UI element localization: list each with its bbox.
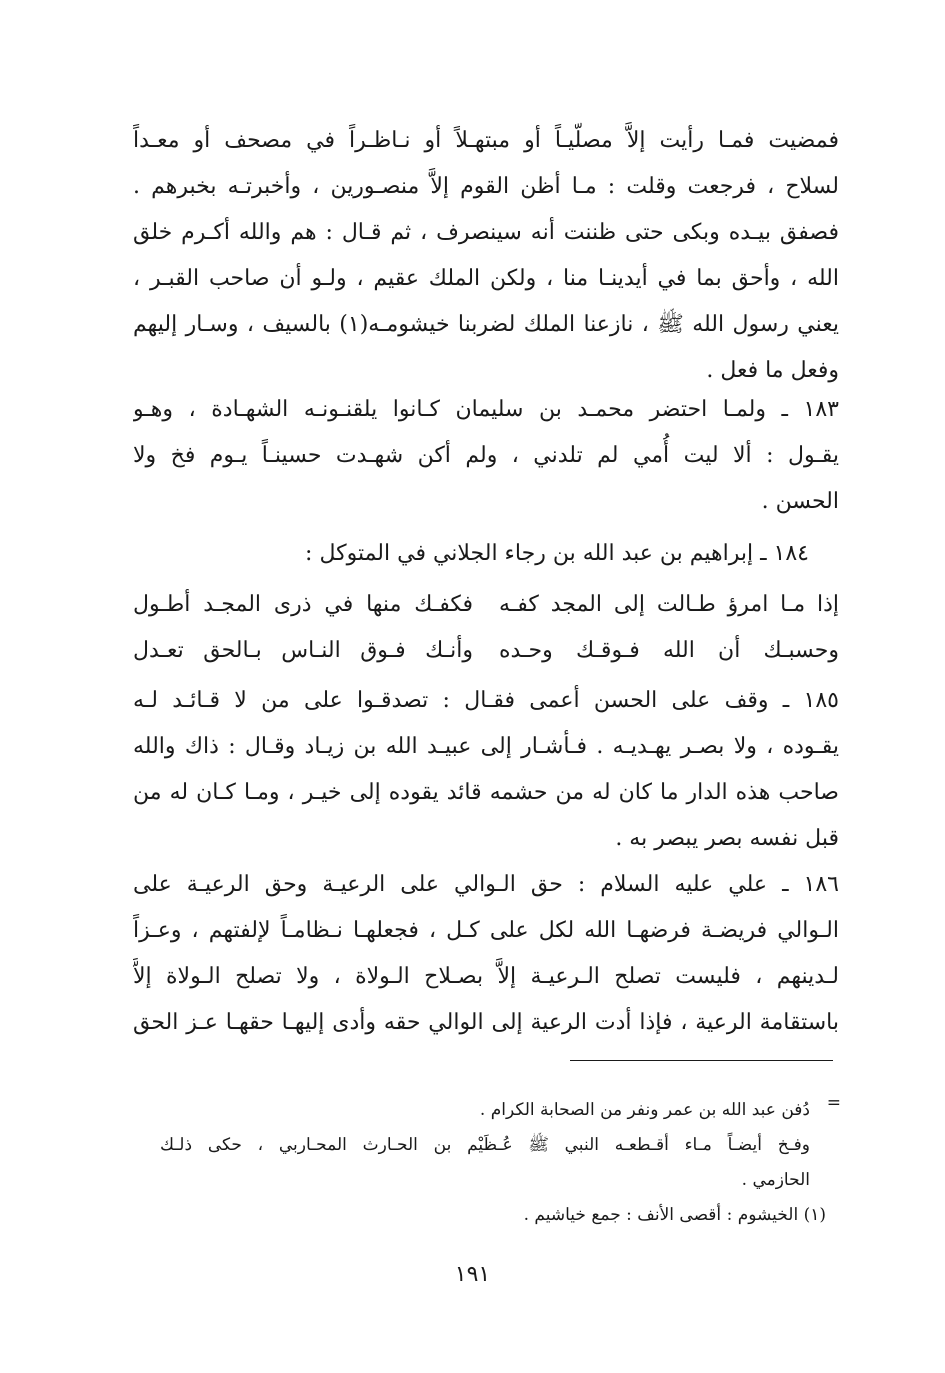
paragraph-185 <box>133 678 839 862</box>
verse-first-hemistich: وحسبـك أن الله فـوقـك وحـده <box>499 638 839 663</box>
poem-verse <box>133 582 839 628</box>
text-line: ١٨٤ ـ إبراهيم بن عبد الله بن رجاء الجلاني في المتوكل : <box>305 541 809 566</box>
text-line: قبل نفسه بصر يبصر به . <box>615 826 839 851</box>
page-number: ١٩١ <box>454 1262 491 1287</box>
text-line: لـدينهم ، فليست تصلح الـرعيـة إلاَّ بصـلاح الـولاة ، ولا تصلح الـولاة إلاَّ <box>133 964 839 989</box>
text-line: فصفق بيـده وبكى حتى ظننت أنه سينصرف ، ثم قـال : هم والله أكـرم خلق <box>133 220 839 245</box>
paragraph-183 <box>133 387 839 525</box>
text-line: صاحب هذه الدار ما كان له من حشمه قائد يقوده إلى خيـر ، ومـا كـان له من <box>133 780 839 805</box>
paragraph-184 <box>133 531 839 577</box>
poem-verse <box>133 628 839 674</box>
verse-second-hemistich: وأنـك فـوق النـاس بـالحق تعـدل <box>133 638 473 663</box>
verse-first-hemistich: إذا مـا امرؤ طـالت إلى المجد كفـه <box>499 592 839 617</box>
text-line: فمضيت فمـا رأيت إلاَّ مصلّيـاً أو مبتهـلاً أو نـاظـراً في مصحف أو معـداً <box>133 128 839 153</box>
footnote-line: (١) الخيشوم : أقصى الأنف : جمع خياشيم . <box>523 1205 826 1225</box>
text-line: يقـوده ، ولا بصـر يهـديـه . فـأشـار إلى عبيـد الله بن زيـاد وقـال : ذاك والله <box>133 734 839 759</box>
text-line: يعني رسول الله ﷺ ، نازعنا الملك لضربنا خيشومـه(١) بالسيف ، وسـار إليهم <box>133 312 839 337</box>
footnote-separator <box>570 1060 833 1061</box>
text-line: لسلاح ، فرجعت وقلت : مـا أظن القوم إلاَّ منصـورين ، وأخبرتـه بخبرهم . <box>133 174 839 199</box>
text-line: وفعل ما فعل . <box>706 358 839 383</box>
text-line: باستقامة الرعية ، فإذا أدت الرعية إلى الوالي حقه وأدى إليهـا حقهـا عـز الحق <box>133 1010 839 1035</box>
text-line: ١٨٥ ـ وقف على الحسن أعمى فقـال : تصدقـوا على من لا قـائـد لـه <box>133 688 839 713</box>
text-line: يقـول : ألا ليت أُمي لم تلدني ، ولم أكن شهـدت حسينـاً يـوم فخ ولا <box>133 443 839 468</box>
paragraph-narrative <box>133 118 839 394</box>
text-line: ١٨٣ ـ ولمـا احتضر محمـد بن سليمان كـانوا يلقنـونـه الشهـادة ، وهـو <box>133 397 839 422</box>
footnote-line: وفـخ أيضـاً مـاء أقـطعـه النبي ﷺ عُـظَيْم بن الحـارث المحـاربي ، حكى ذلـك <box>160 1135 810 1155</box>
text-line: الحسن . <box>761 489 839 514</box>
text-line: ١٨٦ ـ علي عليه السلام : حق الـوالي على الرعيـة وحق الرعيـة على <box>133 872 839 897</box>
text-line: الـوالي فريضـة فرضهـا الله لكل على كـل ، فجعلهـا نـظامـاً لإلفتهم ، وعـزاً <box>133 918 839 943</box>
footnote-line: دُفن عبد الله بن عمر ونفر من الصحابة الكرام . <box>479 1100 810 1120</box>
continuation-mark: = <box>826 1093 841 1113</box>
footnote-line: الحازمي . <box>741 1170 810 1190</box>
poem <box>133 582 839 674</box>
verse-second-hemistich: فكفـك منها في ذرى المجـد أطـول <box>133 592 473 617</box>
paragraph-186 <box>133 862 839 1046</box>
text-line: الله ، وأحق بما في أيدينـا منا ، ولكن الملك عقيم ، ولـو أن صاحب القبـر ، <box>133 266 839 291</box>
footnotes <box>160 1093 840 1233</box>
